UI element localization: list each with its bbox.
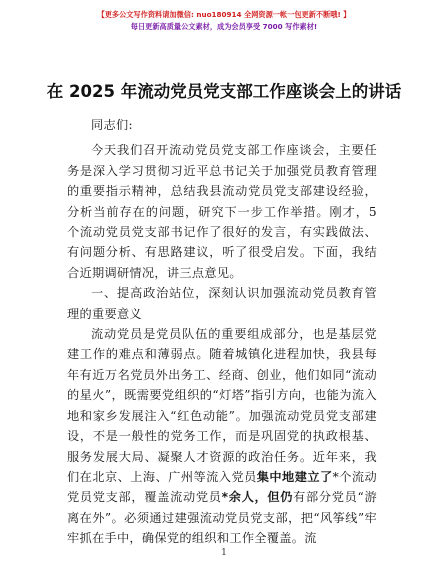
promo-banner — [0, 9, 448, 33]
section-heading-1: 一、提高政治站位，深刻认识加强流动党员教育管理的重要意义 — [67, 286, 377, 321]
paragraph-section-1 — [67, 324, 377, 548]
paragraph-text: *个流动党员党支部，覆盖流动党员 — [67, 469, 377, 505]
document-title: 在 2025 年流动党员党支部工作座谈会上的讲话 — [46, 82, 402, 101]
paragraph-bold-text: 集中地建立了 — [256, 469, 333, 484]
paragraph-text: 有部分党员“游离在外”。必须通过建强流动党员党支部，把“风筝线”牢牢抓在手中，确保党的组织和工作全覆盖。流 — [67, 490, 377, 546]
paragraph-intro: 今天我们召开流动党员党支部工作座谈会，主要任务是深入学习贯彻习近平总书记关于加强党员教育管理的重要指示精神，总结我县流动党员党支部建设经验，分析当前存在的问题，研究下一步工作举措。刚才，5 个流动党员党支部书记作了很好的发言，有实践做法、有问题分析、有思路建议，听了很受启发。下面，我结合近期调研情况，讲三点意见。 — [67, 143, 377, 280]
paragraph-text: 流动党员是党员队伍的重要组成部分，也是基层党建工作的难点和薄弱点。随着城镇化进程加快，我县每年有近万名党员外出务工、经商、创业，他们如同“流动的星火”，既需要党组织的“灯塔”指引方向，也能为流入地和家乡发展注入“红色动能”。加强流动党员党支部建设，不是一般性的党务工作，而是巩固党的执政根基、服务发展大局、凝聚人才资源的政治任务。近年来，我们在北京、上海、广州等流入党员 — [67, 327, 377, 484]
document-body — [67, 115, 377, 549]
paragraph-bold-text: *余人，但仍 — [221, 490, 294, 505]
page-number: 1 — [221, 548, 227, 558]
banner-line-2: 每日更新高质量公文素材，成为会员享受 7000 写作素材! — [130, 22, 318, 31]
banner-line-1: 【更多公文写作资料请加微信: nuo180914 全网资源一帐一包更新不断哦! 】 — [97, 10, 351, 19]
salutation: 同志们: — [91, 118, 133, 132]
